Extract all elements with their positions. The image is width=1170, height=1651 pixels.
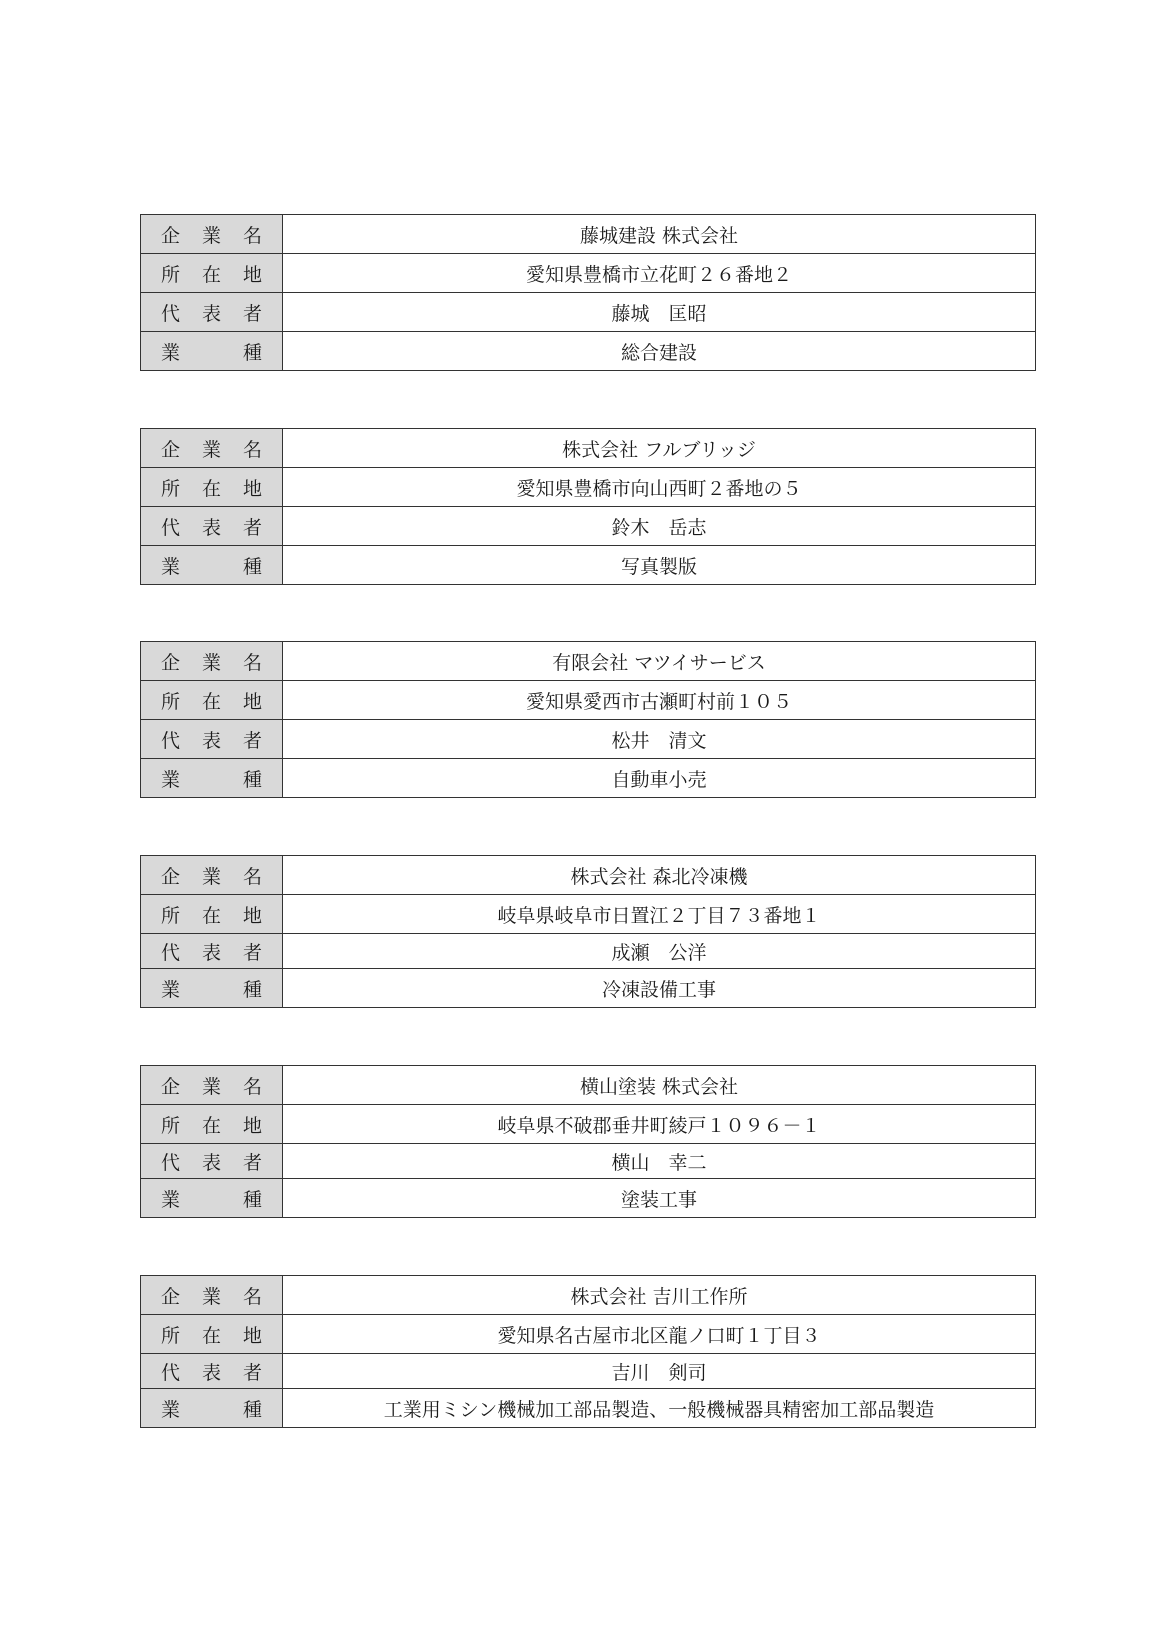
- row-address: [141, 1105, 1036, 1144]
- row-representative: [141, 507, 1036, 546]
- row-representative: [141, 1354, 1036, 1389]
- address-value: 愛知県豊橋市立花町２６番地２: [283, 254, 1036, 293]
- company-name-value: 横山塗装 株式会社: [283, 1066, 1036, 1105]
- industry-value: 工業用ミシン機械加工部品製造、一般機械器具精密加工部品製造: [283, 1389, 1036, 1428]
- row-company-name: [141, 856, 1036, 895]
- label-representative: 代表者: [141, 1354, 283, 1389]
- company-table-4: [140, 855, 1036, 1008]
- industry-value: 総合建設: [283, 332, 1036, 371]
- address-value: 愛知県豊橋市向山西町２番地の５: [283, 468, 1036, 507]
- row-address: [141, 1315, 1036, 1354]
- company-name-value: 株式会社 森北冷凍機: [283, 856, 1036, 895]
- row-address: [141, 254, 1036, 293]
- label-company-name: 企業名: [141, 1066, 283, 1105]
- representative-value: 松井 清文: [283, 720, 1036, 759]
- industry-value: 写真製版: [283, 546, 1036, 585]
- label-address: 所在地: [141, 1105, 283, 1144]
- row-address: [141, 681, 1036, 720]
- address-value: 愛知県愛西市古瀬町村前１０５: [283, 681, 1036, 720]
- company-table-5: [140, 1065, 1036, 1218]
- row-industry: [141, 1389, 1036, 1428]
- row-company-name: [141, 1066, 1036, 1105]
- row-representative: [141, 293, 1036, 332]
- company-table-3: [140, 641, 1036, 798]
- company-name-value: 有限会社 マツイサービス: [283, 642, 1036, 681]
- label-industry: 業種: [141, 546, 283, 585]
- label-representative: 代表者: [141, 720, 283, 759]
- label-industry: 業種: [141, 332, 283, 371]
- label-company-name: 企業名: [141, 1276, 283, 1315]
- label-company-name: 企業名: [141, 215, 283, 254]
- address-value: 岐阜県不破郡垂井町綾戸１０９６－１: [283, 1105, 1036, 1144]
- row-representative: [141, 934, 1036, 969]
- label-company-name: 企業名: [141, 856, 283, 895]
- label-industry: 業種: [141, 759, 283, 798]
- label-address: 所在地: [141, 254, 283, 293]
- row-industry: [141, 759, 1036, 798]
- row-representative: [141, 720, 1036, 759]
- label-industry: 業種: [141, 1389, 283, 1428]
- label-company-name: 企業名: [141, 642, 283, 681]
- label-industry: 業種: [141, 1179, 283, 1218]
- row-company-name: [141, 215, 1036, 254]
- label-representative: 代表者: [141, 293, 283, 332]
- representative-value: 鈴木 岳志: [283, 507, 1036, 546]
- row-industry: [141, 332, 1036, 371]
- label-address: 所在地: [141, 895, 283, 934]
- address-value: 岐阜県岐阜市日置江２丁目７３番地１: [283, 895, 1036, 934]
- label-address: 所在地: [141, 1315, 283, 1354]
- row-address: [141, 468, 1036, 507]
- company-table-2: [140, 428, 1036, 585]
- label-address: 所在地: [141, 681, 283, 720]
- representative-value: 成瀬 公洋: [283, 934, 1036, 969]
- label-representative: 代表者: [141, 934, 283, 969]
- row-industry: [141, 1179, 1036, 1218]
- label-company-name: 企業名: [141, 429, 283, 468]
- company-name-value: 株式会社 フルブリッジ: [283, 429, 1036, 468]
- row-company-name: [141, 429, 1036, 468]
- industry-value: 冷凍設備工事: [283, 969, 1036, 1008]
- address-value: 愛知県名古屋市北区龍ノ口町１丁目３: [283, 1315, 1036, 1354]
- row-address: [141, 895, 1036, 934]
- label-industry: 業種: [141, 969, 283, 1008]
- industry-value: 自動車小売: [283, 759, 1036, 798]
- label-address: 所在地: [141, 468, 283, 507]
- company-table-6: [140, 1275, 1036, 1428]
- row-industry: [141, 969, 1036, 1008]
- label-representative: 代表者: [141, 1144, 283, 1179]
- representative-value: 吉川 剣司: [283, 1354, 1036, 1389]
- label-representative: 代表者: [141, 507, 283, 546]
- row-company-name: [141, 642, 1036, 681]
- row-company-name: [141, 1276, 1036, 1315]
- industry-value: 塗装工事: [283, 1179, 1036, 1218]
- row-industry: [141, 546, 1036, 585]
- company-name-value: 株式会社 吉川工作所: [283, 1276, 1036, 1315]
- representative-value: 藤城 匡昭: [283, 293, 1036, 332]
- representative-value: 横山 幸二: [283, 1144, 1036, 1179]
- company-table-1: [140, 214, 1036, 371]
- company-name-value: 藤城建設 株式会社: [283, 215, 1036, 254]
- row-representative: [141, 1144, 1036, 1179]
